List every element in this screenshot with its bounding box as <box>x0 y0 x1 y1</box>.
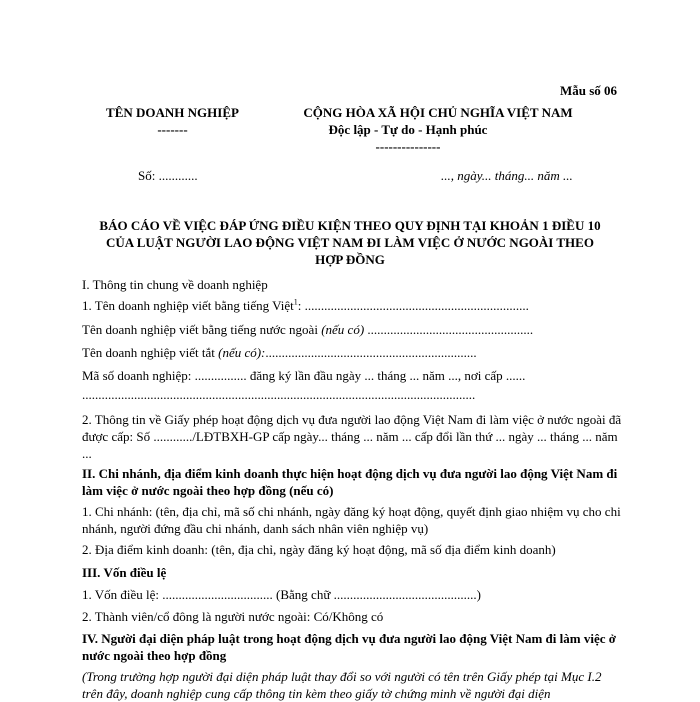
field-name-foreign-note: (nếu có) <box>321 322 365 337</box>
field-name-vietnamese <box>82 298 529 314</box>
field-name-short-note: (nếu có): <box>218 345 266 360</box>
section-2-heading: II. Chi nhánh, địa điểm kinh doanh thực hiện hoạt động dịch vụ đưa người lao động Việt Nam đi làm việc ở nước ngoài theo hợp đồng (nếu có) <box>82 466 618 498</box>
field-name-foreign <box>82 322 533 338</box>
field-tax-code-continuation: ......................................................................................................................... <box>82 387 476 402</box>
branch-info: 1. Chi nhánh: (tên, địa chỉ, mã số chi nhánh, ngày đăng ký hoạt động, quyết định giao nhiệm vụ cho chi nhánh, người đứng đầu chi nhánh, danh sách nhân viên nghiệp vụ) <box>82 504 621 536</box>
form-number: Mẫu số 06 <box>560 83 618 98</box>
company-name-label: TÊN DOANH NGHIỆP <box>106 105 239 120</box>
field-name-foreign-dots: ................................................... <box>364 322 534 337</box>
field-name-short-label: Tên doanh nghiệp viết tắt <box>82 345 219 360</box>
section-4-note: (Trong trường hợp người đại diện pháp luật thay đổi so với người có tên trên Giấy phép tại Mục I.2 trên đây, doanh nghiệp cung cấp thông tin kèm theo giấy tờ chứng minh về người đại diện <box>82 669 602 701</box>
field-name-short <box>82 345 477 361</box>
report-title-line-2: CỦA LUẬT NGƯỜI LAO ĐỘNG VIỆT NAM ĐI LÀM VIỆC Ở NƯỚC NGOÀI THEO <box>106 235 594 250</box>
republic-heading: CỘNG HÒA XÃ HỘI CHỦ NGHĨA VIỆT NAM <box>303 105 573 120</box>
foreign-members: 2. Thành viên/cổ đông là người nước ngoài: Có/Không có <box>82 609 384 624</box>
section-3-heading: III. Vốn điều lệ <box>82 565 167 580</box>
business-location-info: 2. Địa điểm kinh doanh: (tên, địa chỉ, ngày đăng ký hoạt động, mã số địa điểm kinh doanh) <box>82 542 556 557</box>
section-4-heading: IV. Người đại diện pháp luật trong hoạt động dịch vụ đưa người lao động Việt Nam đi làm việc ở nước ngoài theo hợp đồng <box>82 631 616 663</box>
company-dash: ------- <box>157 122 188 137</box>
motto: Độc lập - Tự do - Hạnh phúc <box>328 122 488 137</box>
field-name-short-dots: ................................................................. <box>265 345 477 360</box>
motto-dash: --------------- <box>375 139 441 154</box>
section-1-heading: I. Thông tin chung về doanh nghiệp <box>82 277 268 292</box>
field-name-vietnamese-label: 1. Tên doanh nghiệp viết bằng tiếng Việt <box>82 298 294 313</box>
document-number: Số: ............ <box>138 168 198 183</box>
license-info: 2. Thông tin về Giấy phép hoạt động dịch vụ đưa người lao động Việt Nam đi làm việc ở nước ngoài đã được cấp: Số ............/LĐTBXH-GP cấp ngày... tháng ... năm ... cấp đổi lần thứ ... ngày ... tháng ... năm ... <box>82 412 622 461</box>
report-title-line-3: HỢP ĐỒNG <box>315 252 385 267</box>
field-tax-code: Mã số doanh nghiệp: ................ đăng ký lần đầu ngày ... tháng ... năm ..., nơi cấp ...... <box>82 368 526 383</box>
report-title-line-1: BÁO CÁO VỀ VIỆC ĐÁP ỨNG ĐIỀU KIỆN THEO QUY ĐỊNH TẠI KHOẢN 1 ĐIỀU 10 <box>99 218 601 233</box>
footnote-marker: 1 <box>293 297 298 307</box>
charter-capital: 1. Vốn điều lệ: .................................. (Bằng chữ ............................................) <box>82 587 481 602</box>
document-date: ..., ngày... tháng... năm ... <box>441 168 573 183</box>
field-name-foreign-label: Tên doanh nghiệp viết bằng tiếng nước ngoài <box>82 322 322 337</box>
field-name-vietnamese-dots: : ..................................................................... <box>297 298 529 313</box>
